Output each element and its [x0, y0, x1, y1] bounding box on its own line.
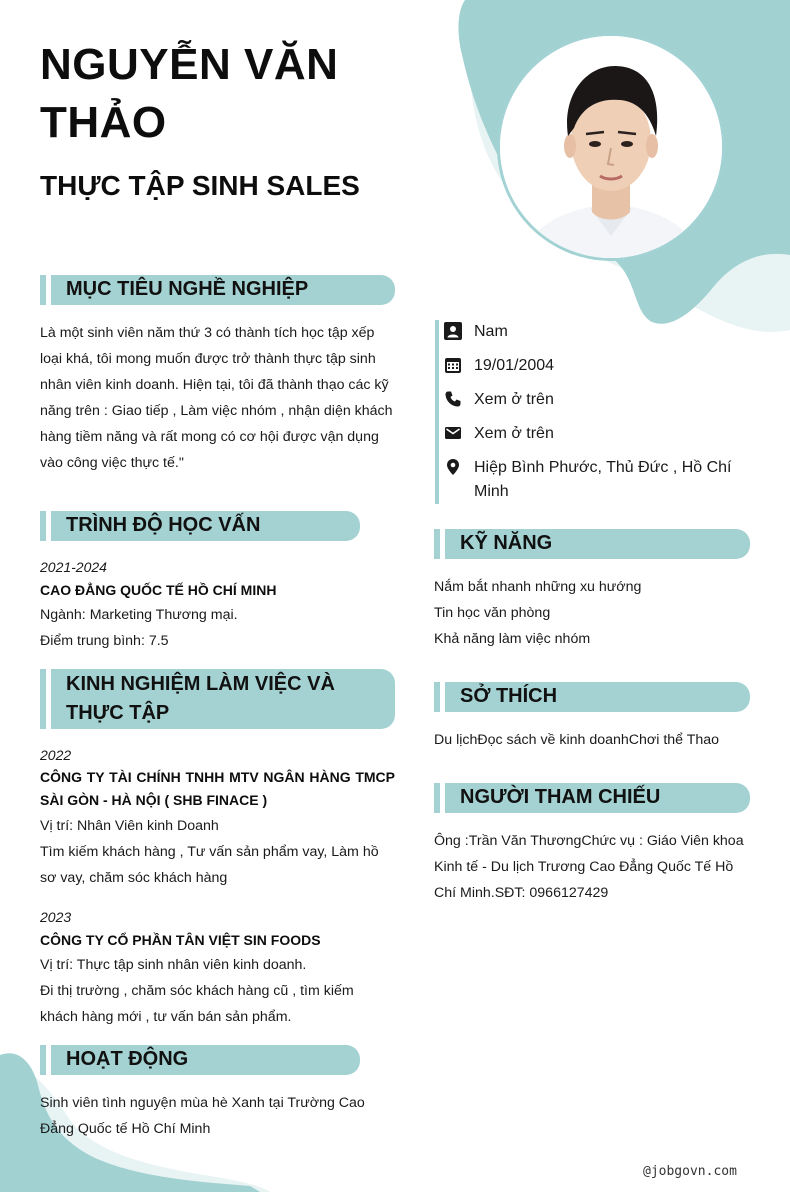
section-title: TRÌNH ĐỘ HỌC VẤN — [66, 514, 261, 536]
calendar-icon — [444, 356, 462, 374]
email-icon — [444, 424, 462, 442]
portrait-illustration — [500, 36, 722, 258]
education-major: Ngành: Marketing Thương mại. — [40, 607, 238, 623]
experience-year: 2023 — [40, 909, 72, 925]
hobbies-text: Du lịchĐọc sách về kinh doanhChơi thể Thao — [434, 732, 720, 748]
section-title: KỸ NĂNG — [460, 532, 553, 554]
info-accent-bar — [435, 320, 439, 504]
candidate-name: NGUYỄN VĂN THẢO — [40, 40, 339, 147]
section-header-skills — [434, 529, 750, 559]
experience-company: CÔNG TY TÀI CHÍNH TNHH MTV NGÂN HÀNG TMCP SÀI GÒN - HÀ NỘI ( SHB FINACE ) — [40, 769, 395, 808]
section-title: SỞ THÍCH — [460, 685, 558, 707]
education-gpa: Điểm trung bình: 7.5 — [40, 633, 169, 649]
gender-text: Nam — [474, 323, 508, 340]
education-school: CAO ĐẲNG QUỐC TẾ HỒ CHÍ MINH — [40, 582, 277, 598]
career-objective-text: Là một sinh viên năm thứ 3 có thành tích học tập xếp loại khá, tôi mong muốn được trở thành thực tập sinh nhân viên kinh doanh. Hiện tại, tôi đã thành thạo các kỹ năng trên : Giao tiếp , Làm việc nhóm , nhận diện khách hàng tiềm năng và rất mong có cơ hội được vận dụng vào công việc thực tế." — [40, 325, 393, 471]
site-watermark: @jobgovn.com — [643, 1164, 737, 1179]
experience-position: Vị trí: Thực tập sinh nhân viên kinh doanh. — [40, 957, 307, 973]
phone-icon — [444, 390, 462, 408]
references-text: Ông :Trần Văn ThươngChức vụ : Giáo Viên khoa Kinh tế - Du lịch Trương Cao Đẳng Quốc Tế Hồ Chí Minh.SĐT: 0966127429 — [434, 833, 744, 901]
section-header-references — [434, 783, 750, 813]
email-text: Xem ở trên — [474, 425, 554, 442]
experience-description: Đi thị trường , chăm sóc khách hàng cũ , tìm kiếm khách hàng mới , tư vấn bán sản phẩm. — [40, 983, 354, 1025]
experience-year: 2022 — [40, 747, 72, 763]
person-icon — [444, 322, 462, 340]
address-text: Hiệp Bình Phước, Thủ Đức , Hồ Chí Minh — [474, 459, 732, 500]
activities-text: Sinh viên tình nguyện mùa hè Xanh tại Trường Cao Đẳng Quốc tế Hồ Chí Minh — [40, 1095, 365, 1137]
phone-text: Xem ở trên — [474, 391, 554, 408]
experience-company: CÔNG TY CỔ PHẦN TÂN VIỆT SIN FOODS — [40, 932, 321, 948]
section-header-career-objective — [40, 275, 395, 305]
info-gender — [444, 320, 744, 344]
section-header-hobbies — [434, 682, 750, 712]
skill-item: Tin học văn phòng — [434, 605, 551, 621]
location-icon — [444, 458, 462, 476]
info-birthday — [444, 354, 744, 378]
section-header-activities — [40, 1045, 360, 1075]
experience-position: Vị trí: Nhân Viên kinh Doanh — [40, 818, 219, 834]
section-title: KINH NGHIỆM LÀM VIỆC VÀ THỰC TẬP — [66, 673, 335, 724]
job-title: THỰC TẬP SINH SALES — [40, 170, 360, 201]
section-header-experience — [40, 669, 395, 729]
info-email — [444, 422, 744, 446]
profile-photo — [500, 36, 722, 258]
section-title: NGƯỜI THAM CHIẾU — [460, 786, 661, 808]
section-title: MỤC TIÊU NGHỀ NGHIỆP — [66, 278, 309, 300]
education-period: 2021-2024 — [40, 559, 107, 575]
birthday-text: 19/01/2004 — [474, 357, 555, 374]
section-title: HOẠT ĐỘNG — [66, 1048, 189, 1070]
experience-description: Tìm kiếm khách hàng , Tư vấn sản phẩm vay, Làm hồ sơ vay, chăm sóc khách hàng — [40, 844, 379, 886]
skill-item: Nắm bắt nhanh những xu hướng — [434, 579, 642, 595]
info-address — [444, 456, 744, 504]
info-phone — [444, 388, 744, 412]
section-header-education — [40, 511, 360, 541]
skill-item: Khả năng làm việc nhóm — [434, 631, 591, 647]
